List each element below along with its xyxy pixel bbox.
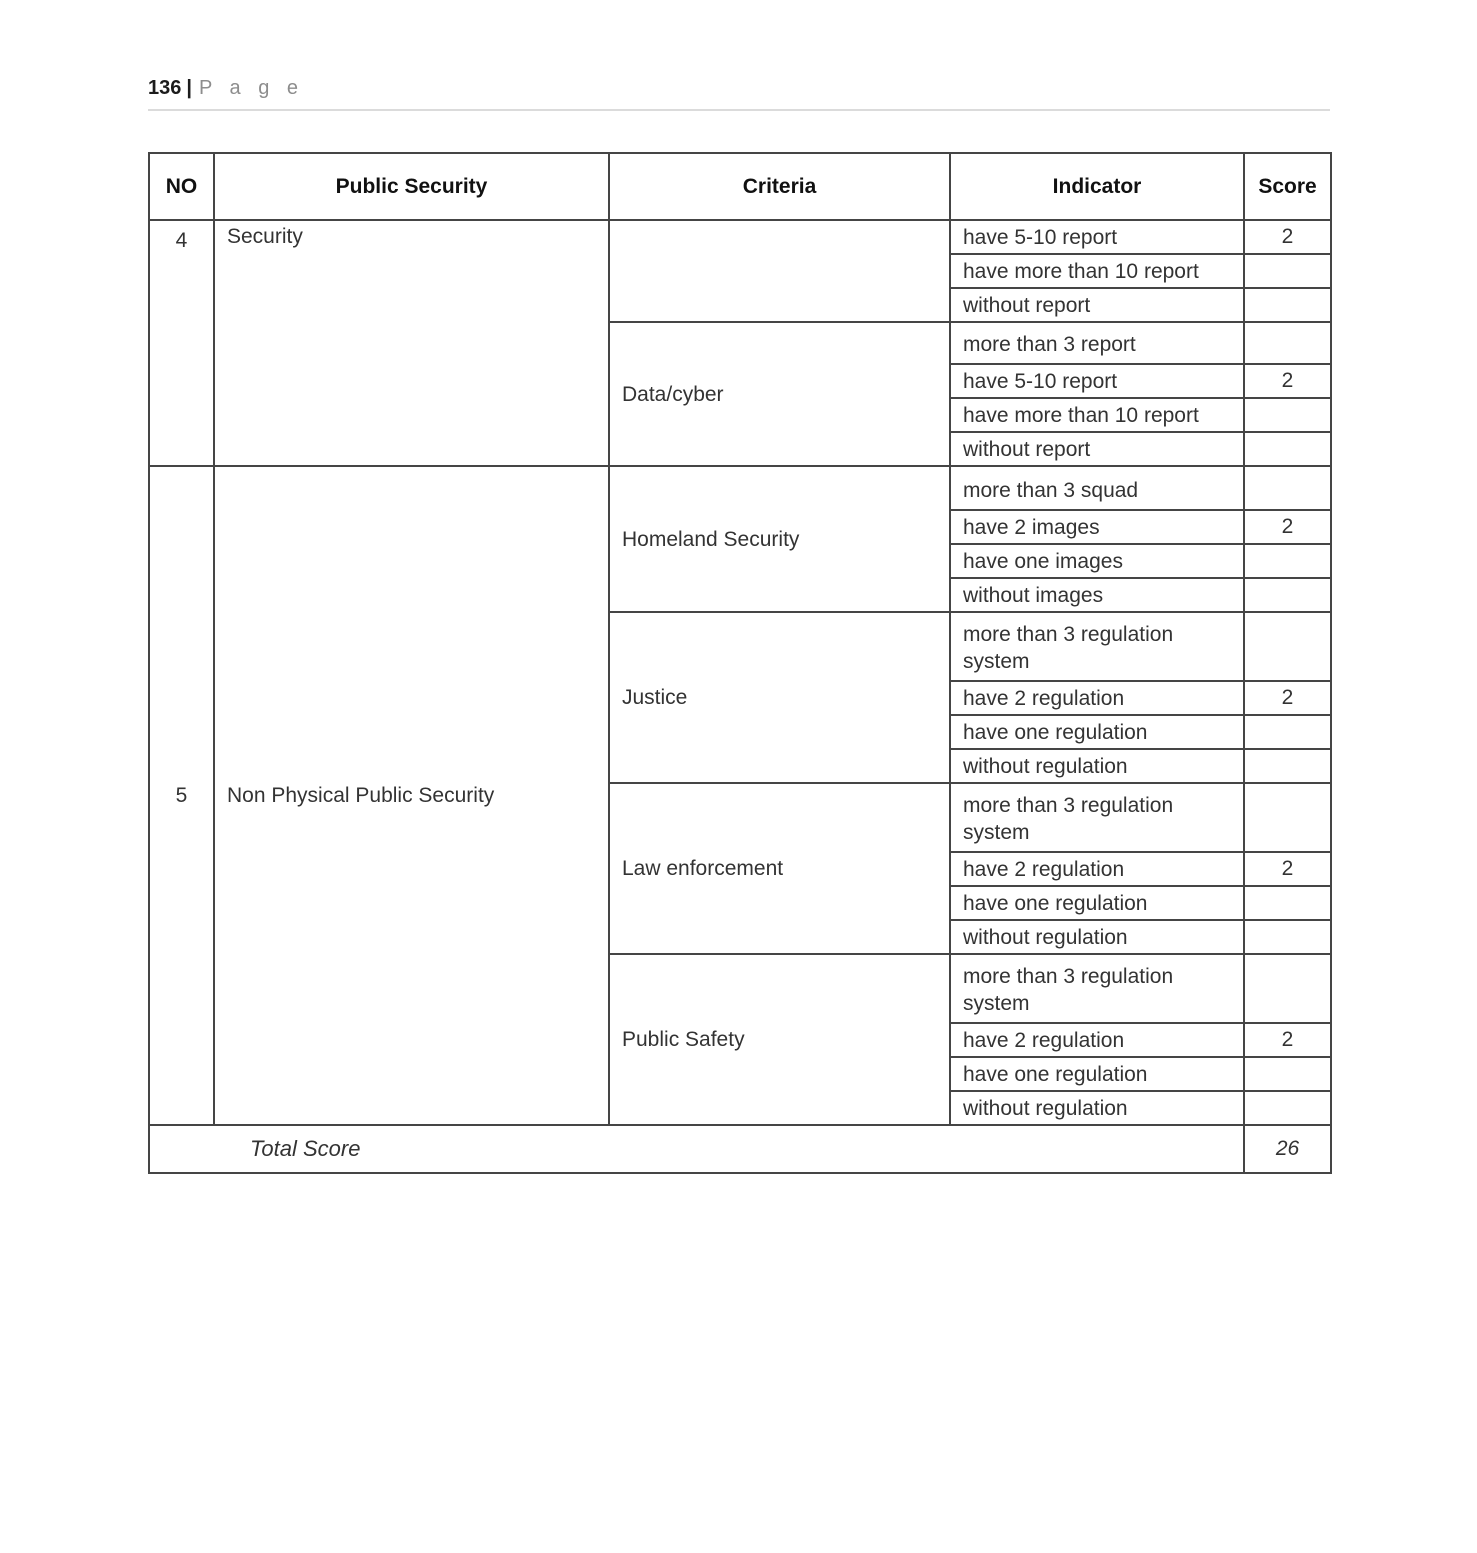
category-cell: Non Physical Public Security: [214, 466, 609, 1125]
indicator-cell: without regulation: [950, 749, 1244, 783]
category-cell: Security: [214, 220, 609, 466]
indicator-cell: without report: [950, 288, 1244, 322]
criteria-cell: [609, 220, 950, 322]
indicator-cell: without regulation: [950, 920, 1244, 954]
no-cell: 5: [149, 466, 214, 1125]
score-cell: [1244, 920, 1331, 954]
document-page: [148, 76, 1330, 1174]
page-header-separator: |: [186, 77, 192, 99]
indicator-cell: more than 3 regulation system: [950, 783, 1244, 852]
score-cell: [1244, 322, 1331, 364]
indicator-cell: have 5-10 report: [950, 364, 1244, 398]
score-cell: [1244, 288, 1331, 322]
indicator-cell: more than 3 squad: [950, 466, 1244, 510]
page-label: P a g e: [198, 77, 305, 99]
col-header-indicator: Indicator: [950, 153, 1244, 220]
indicator-cell: have 2 regulation: [950, 1023, 1244, 1057]
score-cell: [1244, 432, 1331, 466]
no-cell: 4: [149, 220, 214, 466]
indicator-cell: have more than 10 report: [950, 254, 1244, 288]
total-score-label: Total Score: [149, 1125, 1244, 1173]
table-header-row: [149, 153, 1331, 220]
indicator-cell: without report: [950, 432, 1244, 466]
score-cell: [1244, 715, 1331, 749]
public-security-scoring-table: [148, 152, 1332, 1174]
criteria-cell: Data/cyber: [609, 322, 950, 466]
score-cell: [1244, 544, 1331, 578]
score-cell: [1244, 612, 1331, 681]
criteria-cell: Law enforcement: [609, 783, 950, 954]
indicator-cell: more than 3 report: [950, 322, 1244, 364]
criteria-cell: Justice: [609, 612, 950, 783]
score-cell: 2: [1244, 681, 1331, 715]
table-row: [149, 220, 1331, 254]
score-cell: 2: [1244, 1023, 1331, 1057]
indicator-cell: have one regulation: [950, 886, 1244, 920]
indicator-cell: more than 3 regulation system: [950, 612, 1244, 681]
indicator-cell: have 5-10 report: [950, 220, 1244, 254]
criteria-cell: Homeland Security: [609, 466, 950, 612]
indicator-cell: more than 3 regulation system: [950, 954, 1244, 1023]
score-cell: 2: [1244, 220, 1331, 254]
criteria-cell: Public Safety: [609, 954, 950, 1125]
indicator-cell: without regulation: [950, 1091, 1244, 1125]
page-header: [148, 76, 1330, 111]
col-header-public-security: Public Security: [214, 153, 609, 220]
score-cell: 2: [1244, 364, 1331, 398]
score-cell: [1244, 466, 1331, 510]
indicator-cell: have one regulation: [950, 1057, 1244, 1091]
indicator-cell: have 2 regulation: [950, 681, 1244, 715]
indicator-cell: have 2 regulation: [950, 852, 1244, 886]
table-row: [149, 466, 1331, 510]
score-cell: [1244, 398, 1331, 432]
indicator-cell: without images: [950, 578, 1244, 612]
page-number: 136: [148, 77, 182, 99]
score-cell: [1244, 783, 1331, 852]
score-cell: [1244, 1057, 1331, 1091]
col-header-no: NO: [149, 153, 214, 220]
score-cell: [1244, 954, 1331, 1023]
total-score-row: [149, 1125, 1331, 1173]
score-cell: [1244, 578, 1331, 612]
indicator-cell: have one images: [950, 544, 1244, 578]
score-cell: [1244, 886, 1331, 920]
score-cell: [1244, 1091, 1331, 1125]
total-score-value: 26: [1244, 1125, 1331, 1173]
score-cell: [1244, 254, 1331, 288]
score-cell: 2: [1244, 510, 1331, 544]
score-cell: [1244, 749, 1331, 783]
col-header-criteria: Criteria: [609, 153, 950, 220]
col-header-score: Score: [1244, 153, 1331, 220]
score-cell: 2: [1244, 852, 1331, 886]
indicator-cell: have more than 10 report: [950, 398, 1244, 432]
indicator-cell: have 2 images: [950, 510, 1244, 544]
indicator-cell: have one regulation: [950, 715, 1244, 749]
